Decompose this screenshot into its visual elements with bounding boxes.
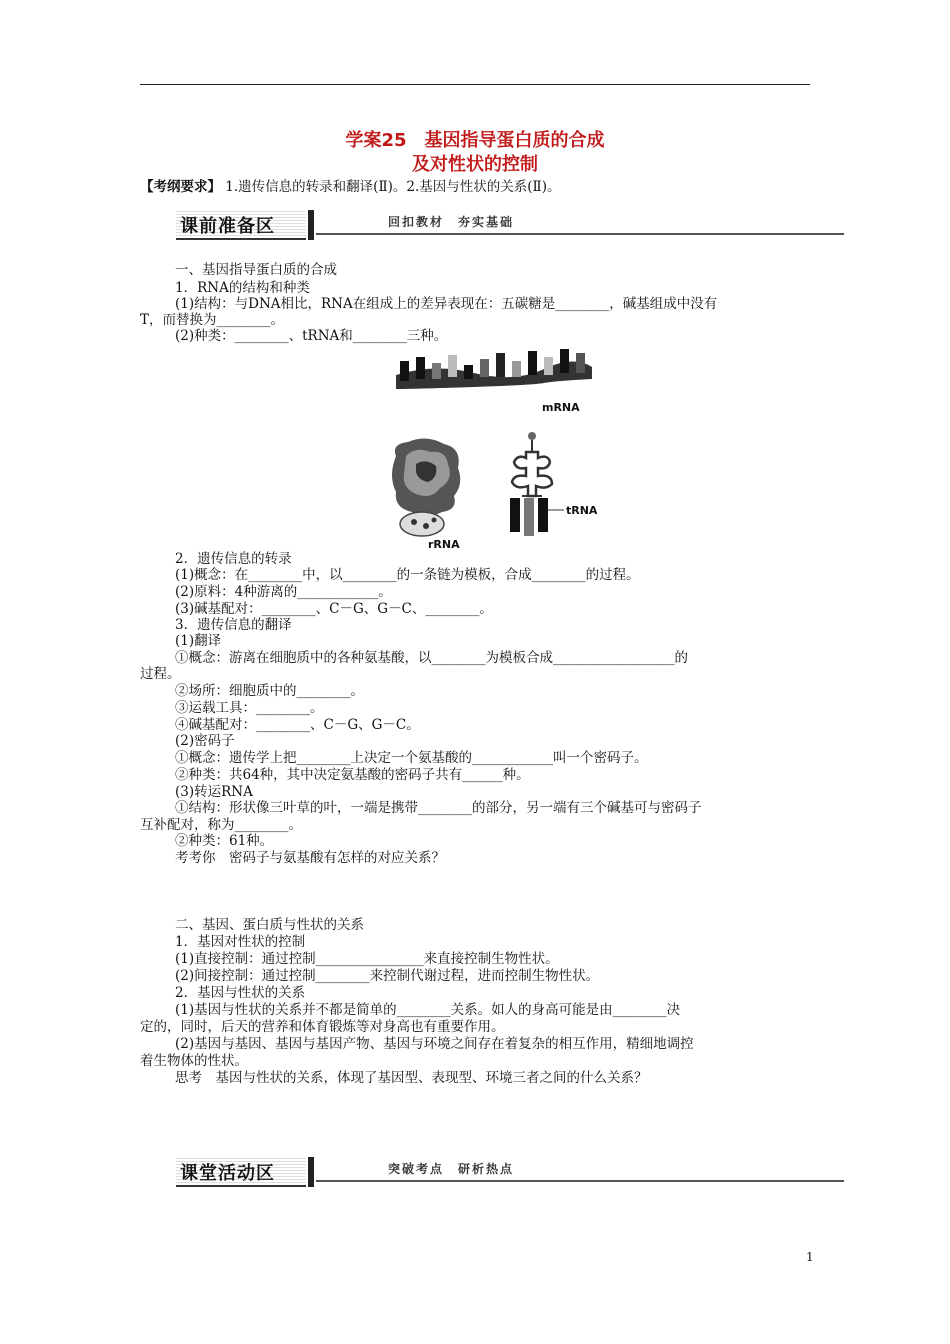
subheading: 1．RNA的结构和种类 <box>175 280 310 296</box>
text-line: ①概念：遗传学上把________上决定一个氨基酸的____________叫一个密码子。 <box>175 750 648 766</box>
text-line: 互补配对，称为________。 <box>140 817 302 833</box>
text-line: (1)基因与性状的关系并不都是简单的________关系。如人的身高可能是由________决 <box>175 1002 681 1018</box>
section-banner-preparation <box>176 210 844 240</box>
mrna-label: mRNA <box>542 401 580 414</box>
text-line: ②场所：细胞质中的________。 <box>175 683 364 699</box>
header-rule <box>140 84 810 85</box>
banner-label: 课堂活动区 <box>180 1163 275 1184</box>
text-line: (2)原料：4种游离的____________。 <box>175 584 392 600</box>
text-line: T，而替换为________。 <box>140 312 285 328</box>
subheading: 1．基因对性状的控制 <box>175 934 306 950</box>
trna-figure <box>496 430 606 540</box>
question-line: 考考你 密码子与氨基酸有怎样的对应关系？ <box>175 850 445 866</box>
subheading: 3．遗传信息的翻译 <box>175 617 292 633</box>
text-line: ①概念：游离在细胞质中的各种氨基酸，以________为模板合成__________________的 <box>175 650 688 666</box>
text-line: (2)密码子 <box>175 733 235 749</box>
text-line: 定的，同时，后天的营养和体育锻炼等对身高也有重要作用。 <box>140 1019 505 1035</box>
question-line: 思考 基因与性状的关系，体现了基因型、表现型、环境三者之间的什么关系？ <box>175 1070 648 1086</box>
text-line: (2)种类：________、tRNA和________三种。 <box>175 328 448 344</box>
subheading: 2．遗传信息的转录 <box>175 551 292 567</box>
banner-subtitle: 回扣教材 夯实基础 <box>388 215 515 229</box>
text-line: ③运载工具：________。 <box>175 700 324 716</box>
text-line: 着生物体的性状。 <box>140 1053 248 1069</box>
text-line: ④碱基配对：________、C－G、G－C。 <box>175 717 420 733</box>
banner-subtitle: 突破考点 研析热点 <box>388 1162 515 1176</box>
page-title: 学案25 基因指导蛋白质的合成 <box>345 130 605 151</box>
text-line: (1)直接控制：通过控制________________来直接控制生物性状。 <box>175 951 559 967</box>
exam-requirements <box>140 175 560 195</box>
section-banner-classroom <box>176 1157 844 1187</box>
trna-label: tRNA <box>566 504 598 517</box>
mrna-figure <box>394 345 594 417</box>
section-heading: 二、基因、蛋白质与性状的关系 <box>175 917 364 933</box>
page-title-line2: 及对性状的控制 <box>412 154 538 175</box>
text-line: ②种类：共64种，其中决定氨基酸的密码子共有______种。 <box>175 767 530 783</box>
text-line: 过程。 <box>140 666 181 682</box>
text-line: ②种类：61种。 <box>175 833 274 849</box>
text-line: (3)转运RNA <box>175 784 253 800</box>
text-line: (2)基因与基因、基因与基因产物、基因与环境之间存在着复杂的相互作用，精细地调控 <box>175 1036 694 1052</box>
page-number: 1 <box>806 1250 814 1264</box>
text-line: (1)结构：与DNA相比，RNA在组成上的差异表现在：五碳糖是________，碱基组成中没有 <box>175 296 718 312</box>
section-heading: 一、基因指导蛋白质的合成 <box>175 262 337 278</box>
requirements-text: 1.遗传信息的转录和翻译(Ⅱ)。2.基因与性状的关系(Ⅱ)。 <box>221 179 561 195</box>
requirements-label: 【考纲要求】 <box>140 179 221 195</box>
text-line: (1)概念：在________中，以________的一条链为模板，合成________的过程。 <box>175 567 640 583</box>
text-line: (1)翻译 <box>175 633 222 649</box>
text-line: (3)碱基配对：________、C－G、G－C、________。 <box>175 601 493 617</box>
rrna-figure <box>386 436 466 550</box>
rrna-label: rRNA <box>428 538 460 550</box>
banner-label: 课前准备区 <box>180 216 275 237</box>
text-line: ①结构：形状像三叶草的叶，一端是携带________的部分，另一端有三个碱基可与密码子 <box>175 800 702 816</box>
text-line: (2)间接控制：通过控制________来控制代谢过程，进而控制生物性状。 <box>175 968 600 984</box>
subheading: 2．基因与性状的关系 <box>175 985 306 1001</box>
